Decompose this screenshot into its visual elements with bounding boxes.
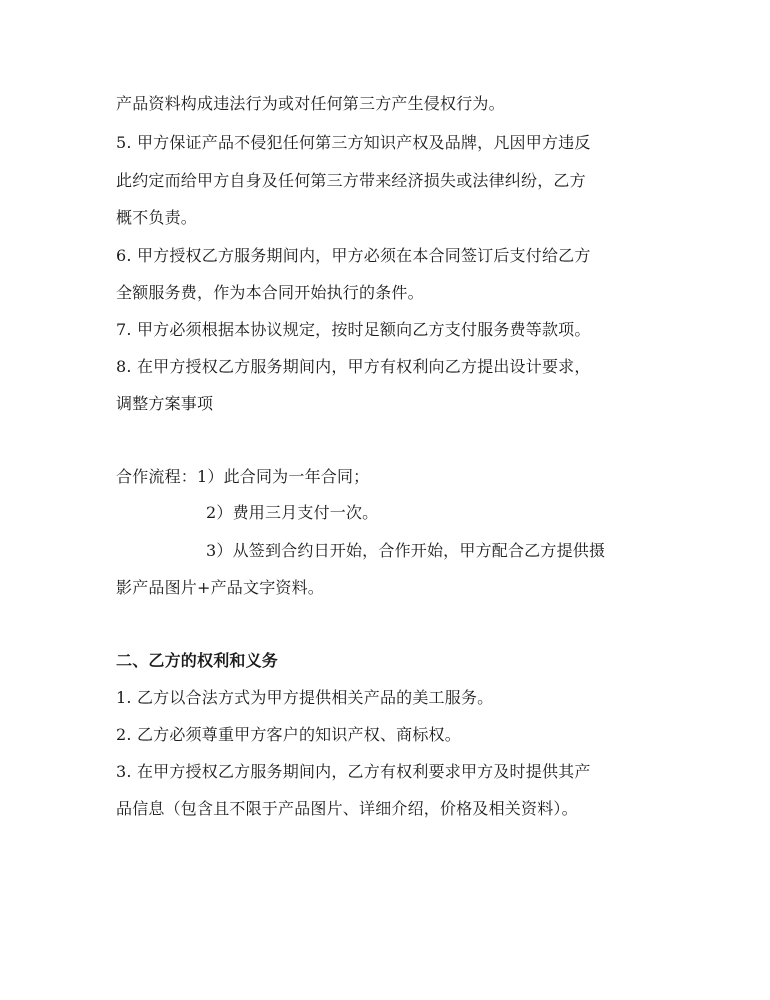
process-step-2: 2）费用三月支付一次。 bbox=[206, 503, 379, 522]
section-b-item-2: 2. 乙方必须尊重甲方客户的知识产权、商标权。 bbox=[116, 725, 461, 744]
item-5-line-3: 概不负责。 bbox=[116, 208, 198, 227]
section-b-item-3-line-1: 3. 在甲方授权乙方服务期间内，乙方有权利要求甲方及时提供其产 bbox=[116, 762, 591, 781]
item-6-line-1: 6. 甲方授权乙方服务期间内，甲方必须在本合同签订后支付给乙方 bbox=[116, 246, 591, 265]
paragraph-line: 产品资料构成违法行为或对任何第三方产生侵权行为。 bbox=[116, 94, 505, 113]
section-b-item-3-line-2: 品信息（包含且不限于产品图片、详细介绍，价格及相关资料）。 bbox=[116, 799, 578, 818]
section-heading: 二、乙方的权利和义务 bbox=[116, 651, 279, 670]
section-b-item-1: 1. 乙方以合法方式为甲方提供相关产品的美工服务。 bbox=[116, 688, 494, 707]
item-6-line-2: 全额服务费，作为本合同开始执行的条件。 bbox=[116, 283, 424, 302]
process-step-1: 合作流程：1）此合同为一年合同； bbox=[116, 467, 370, 486]
item-7-line: 7. 甲方必须根据本协议规定，按时足额向乙方支付服务费等款项。 bbox=[116, 320, 591, 339]
item-8-line-1: 8. 在甲方授权乙方服务期间内，甲方有权利向乙方提出设计要求， bbox=[116, 357, 591, 376]
item-5-line-2: 此约定而给甲方自身及任何第三方带来经济损失或法律纠纷，乙方 bbox=[116, 171, 586, 190]
item-5-line-1: 5. 甲方保证产品不侵犯任何第三方知识产权及品牌，凡因甲方违反 bbox=[116, 133, 591, 152]
item-8-line-2: 调整方案事项 bbox=[116, 394, 214, 413]
process-step-3-line-2: 影产品图片+产品文字资料。 bbox=[116, 578, 325, 597]
process-step-3-line-1: 3）从签到合约日开始，合作开始，甲方配合乙方提供摄 bbox=[206, 541, 606, 560]
